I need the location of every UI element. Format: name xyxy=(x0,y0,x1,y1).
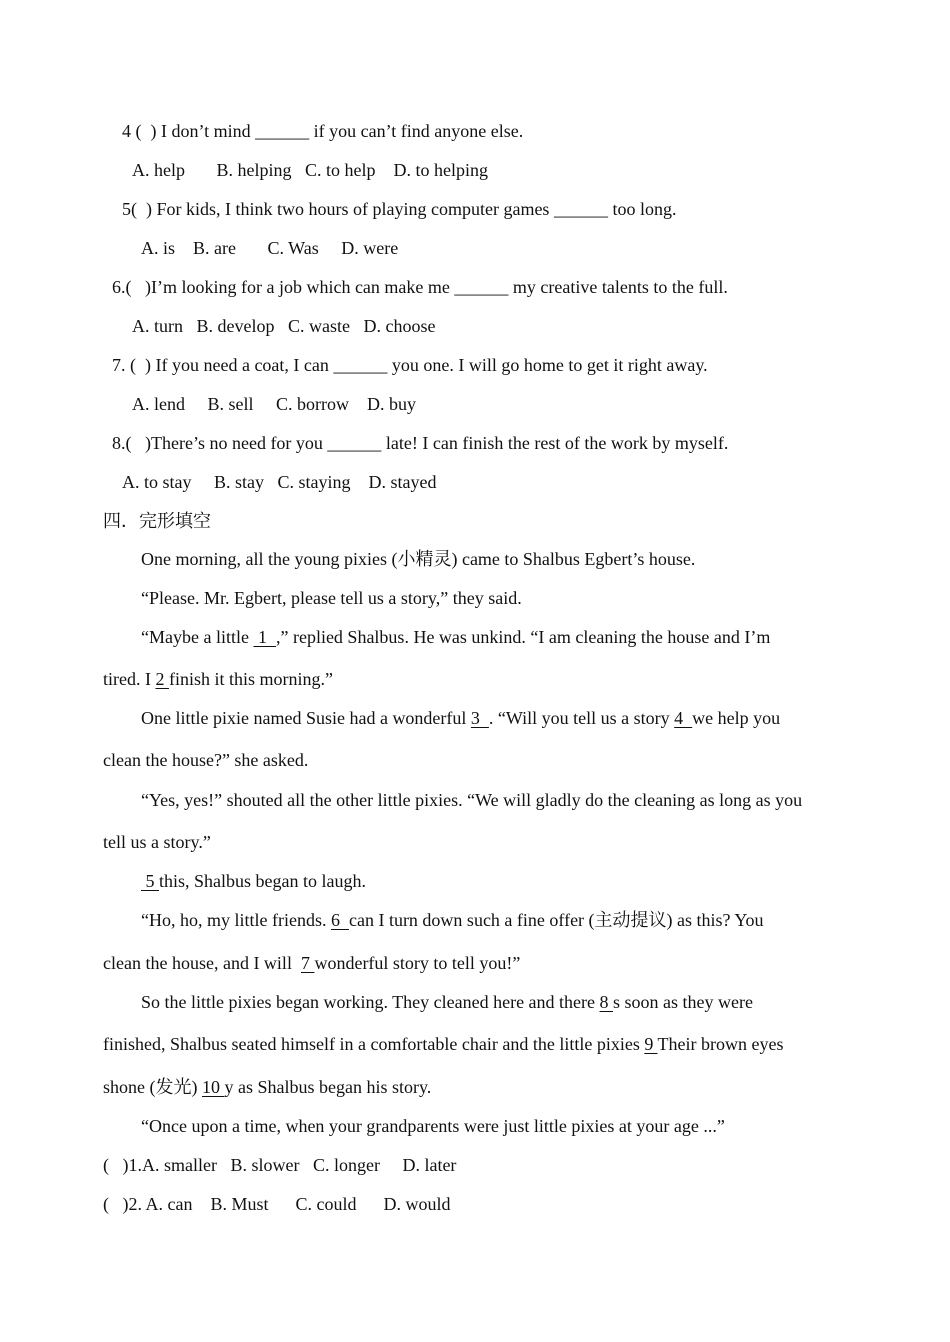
passage-line: shone (发光) 10 y as Shalbus began his story. xyxy=(103,1077,432,1097)
question-8-options: A. to stay B. stay C. staying D. stayed xyxy=(122,472,437,492)
question-6-options: A. turn B. develop C. waste D. choose xyxy=(132,316,436,336)
passage-line: “Yes, yes!” shouted all the other little pixies. “We will gladly do the cleaning as long as you xyxy=(141,790,803,810)
cloze-blank-9: 9 xyxy=(644,1034,658,1054)
passage-line: “Please. Mr. Egbert, please tell us a story,” they said. xyxy=(141,588,522,608)
cloze-blank-4: 4 xyxy=(674,708,693,728)
passage-line: clean the house?” she asked. xyxy=(103,750,309,770)
question-5-options: A. is B. are C. Was D. were xyxy=(141,238,399,258)
passage-line: “Ho, ho, my little friends. 6 can I turn down such a fine offer (主动提议) as this? You xyxy=(141,910,764,930)
question-4-options: A. help B. helping C. to help D. to helping xyxy=(132,160,488,180)
cloze-blank-7: 7 xyxy=(300,953,315,973)
passage-line: “Maybe a little 1 ,” replied Shalbus. He was unkind. “I am cleaning the house and I’m xyxy=(141,627,771,647)
passage-line: “Once upon a time, when your grandparents were just little pixies at your age ...” xyxy=(141,1116,725,1136)
cloze-blank-10: 10 xyxy=(201,1077,225,1097)
question-8-stem: 8.( )There’s no need for you ______ late! I can finish the rest of the work by myself. xyxy=(112,433,729,453)
cloze-blank-1: 1 xyxy=(253,627,276,647)
passage-line: clean the house, and I will 7 wonderful story to tell you!” xyxy=(103,953,521,973)
passage-line: One morning, all the young pixies (小精灵) came to Shalbus Egbert’s house. xyxy=(141,549,696,569)
passage-line: 5 this, Shalbus began to laugh. xyxy=(141,871,366,891)
cloze-blank-2: 2 xyxy=(155,669,169,689)
passage-line: finished, Shalbus seated himself in a comfortable chair and the little pixies 9 Their brown eyes xyxy=(103,1034,784,1054)
question-7-options: A. lend B. sell C. borrow D. buy xyxy=(132,394,416,414)
question-5-stem: 5( ) For kids, I think two hours of playing computer games ______ too long. xyxy=(122,199,677,219)
cloze-question-1: ( )1.A. smaller B. slower C. longer D. later xyxy=(103,1155,457,1175)
question-4-stem: 4 ( ) I don’t mind ______ if you can’t find anyone else. xyxy=(122,121,524,141)
passage-line: tired. I 2 finish it this morning.” xyxy=(103,669,333,689)
question-6-stem: 6.( )I’m looking for a job which can make me ______ my creative talents to the full. xyxy=(112,277,728,297)
cloze-question-2: ( )2. A. can B. Must C. could D. would xyxy=(103,1194,451,1214)
passage-line: One little pixie named Susie had a wonderful 3 . “Will you tell us a story 4 we help you xyxy=(141,708,781,728)
cloze-blank-6: 6 xyxy=(330,910,349,930)
cloze-blank-8: 8 xyxy=(599,992,614,1012)
section-heading: 四．完形填空 xyxy=(103,511,211,531)
cloze-blank-5: 5 xyxy=(141,871,159,891)
passage-line: So the little pixies began working. They cleaned here and there 8 s soon as they were xyxy=(141,992,753,1012)
question-7-stem: 7. ( ) If you need a coat, I can ______ you one. I will go home to get it right away. xyxy=(112,355,708,375)
cloze-blank-3: 3 xyxy=(470,708,489,728)
passage-line: tell us a story.” xyxy=(103,832,211,852)
